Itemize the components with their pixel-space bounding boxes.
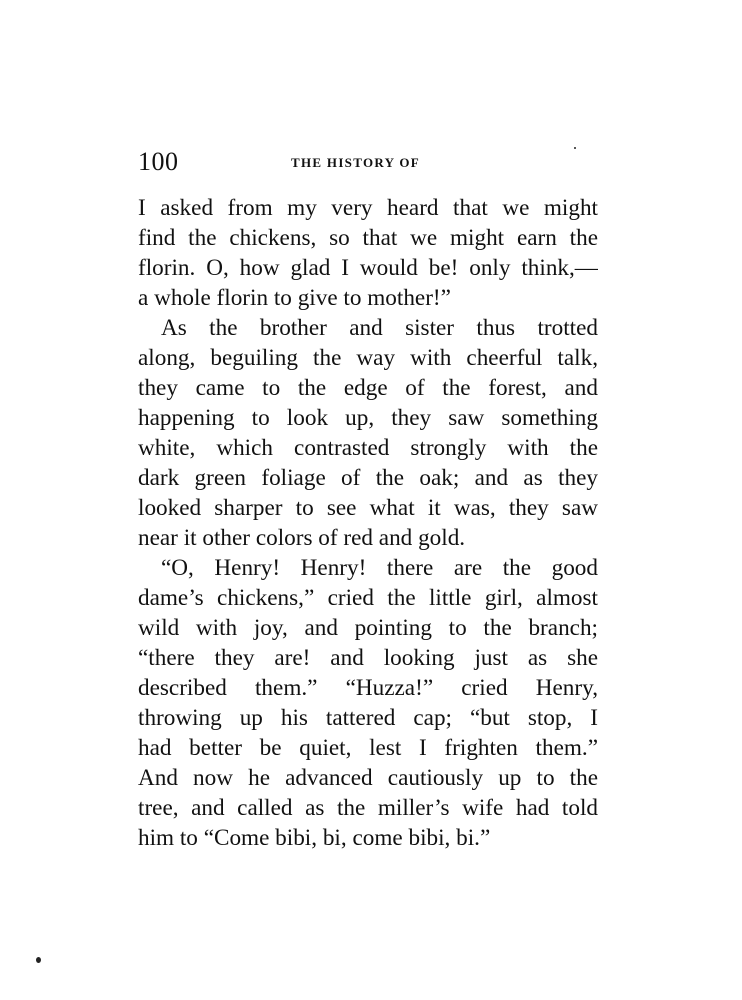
running-head: THE HISTORY OF: [291, 155, 420, 170]
text-line: As the brother and sister thus trotted: [161, 315, 598, 341]
text-line: a whole florin to give to mother!”: [138, 285, 451, 311]
text-line: had better be quiet, lest I frighten them.”: [138, 735, 598, 761]
text-line: “there they are! and looking just as she: [138, 645, 598, 671]
text-line: happening to look up, they saw something: [138, 405, 598, 431]
body-text: [138, 193, 598, 853]
text-line: And now he advanced cautiously up to the: [138, 765, 598, 791]
text-line: along, beguiling the way with cheerful talk,: [138, 345, 598, 371]
text-line: him to “Come bibi, bi, come bibi, bi.”: [138, 825, 491, 851]
page-header: [138, 146, 598, 182]
text-line: throwing up his tattered cap; “but stop, I: [138, 705, 598, 731]
text-line: dark green foliage of the oak; and as they: [138, 465, 598, 491]
page-number: 100: [138, 147, 179, 176]
text-line: tree, and called as the miller’s wife had told: [138, 795, 598, 821]
text-line: white, which contrasted strongly with the: [138, 435, 598, 461]
text-line: “O, Henry! Henry! there are the good: [161, 555, 598, 581]
ink-speck: [36, 957, 41, 963]
text-line: I asked from my very heard that we might: [138, 195, 598, 221]
text-line: looked sharper to see what it was, they saw: [138, 495, 598, 521]
text-line: florin. O, how glad I would be! only think,—: [138, 255, 598, 281]
text-line: dame’s chickens,” cried the little girl, almost: [138, 585, 598, 611]
text-line: wild with joy, and pointing to the branch;: [138, 615, 598, 641]
text-line: find the chickens, so that we might earn the: [138, 225, 598, 251]
text-line: they came to the edge of the forest, and: [138, 375, 598, 401]
ink-speck: [574, 147, 576, 149]
text-line: described them.” “Huzza!” cried Henry,: [138, 675, 598, 701]
text-line: near it other colors of red and gold.: [138, 525, 466, 551]
